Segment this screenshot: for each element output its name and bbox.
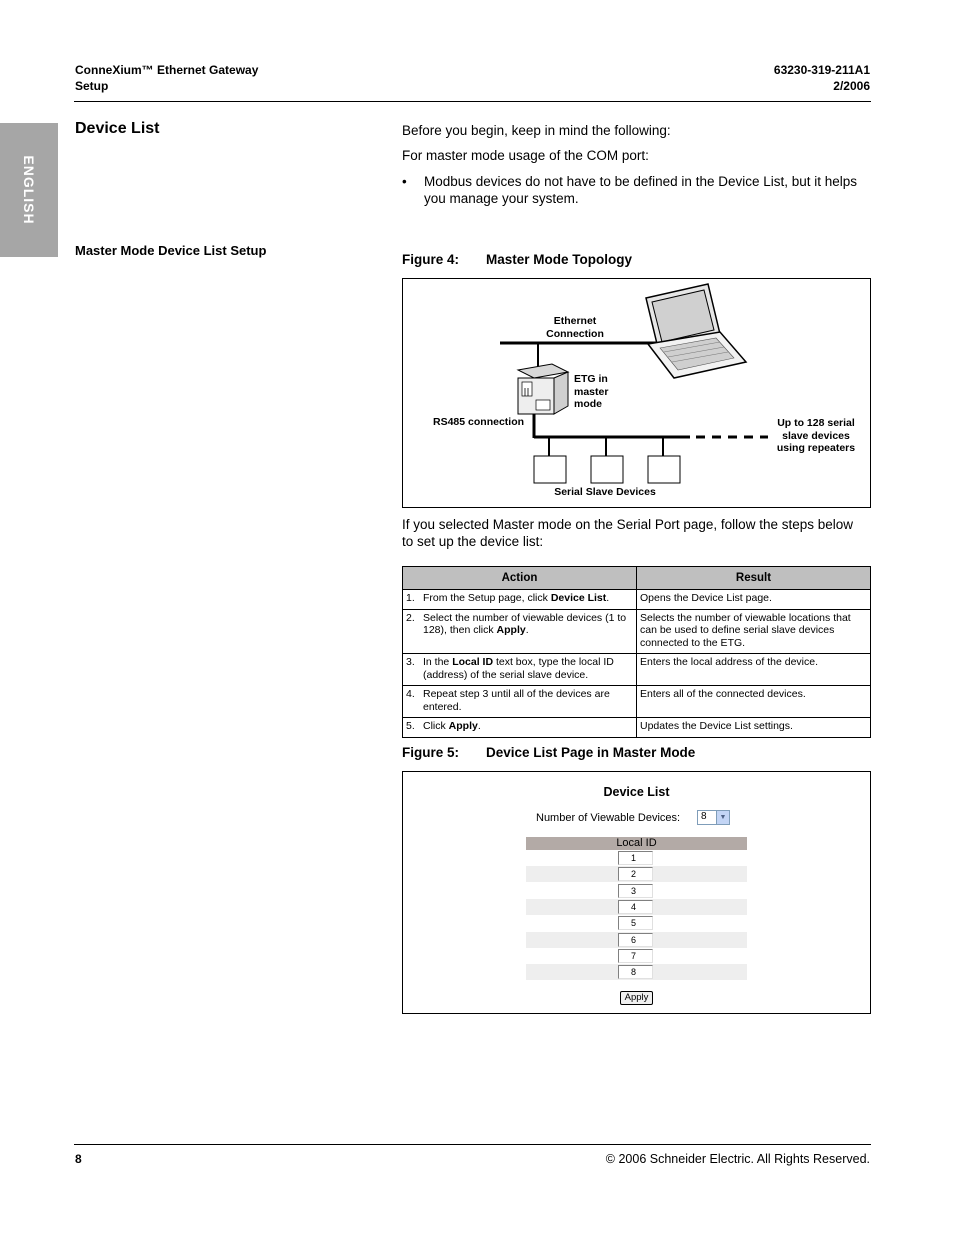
action-cell <box>403 654 637 686</box>
section-title: Device List <box>75 120 160 137</box>
slave-device-2 <box>591 456 623 483</box>
header-section: Setup <box>75 79 109 93</box>
step-number: 5. <box>406 720 415 732</box>
result-cell: Updates the Device List settings. <box>637 718 871 738</box>
result-cell: Enters the local address of the device. <box>637 654 871 686</box>
figure5-title: Device List Page in Master Mode <box>486 745 696 760</box>
table-row <box>403 609 871 654</box>
header-date: 2/2006 <box>833 79 870 93</box>
footer-rule <box>74 1144 871 1145</box>
local-id-input[interactable]: 1 <box>618 851 653 865</box>
language-tab-label: ENGLISH <box>21 155 37 225</box>
step-number: 3. <box>406 656 415 668</box>
page-number: 8 <box>75 1152 82 1166</box>
viewable-devices-value: 8 <box>701 811 707 822</box>
local-id-row <box>526 850 747 866</box>
result-cell: Opens the Device List page. <box>637 590 871 610</box>
local-id-input[interactable]: 4 <box>618 900 653 914</box>
step-number: 4. <box>406 688 415 700</box>
figure5-number: Figure 5: <box>402 745 460 760</box>
laptop-icon <box>646 284 746 378</box>
local-id-input[interactable]: 3 <box>618 884 653 898</box>
intro-line-1: Before you begin, keep in mind the following: <box>402 123 671 138</box>
step-number: 1. <box>406 592 415 604</box>
viewable-devices-label: Number of Viewable Devices: <box>536 812 681 824</box>
result-cell: Enters all of the connected devices. <box>637 686 871 718</box>
para2-line-1: If you selected Master mode on the Serial Port page, follow the steps below <box>402 517 853 532</box>
step-number: 2. <box>406 611 415 624</box>
figure4-number: Figure 4: <box>402 252 460 267</box>
table-row <box>403 718 871 738</box>
slave-device-3 <box>648 456 680 483</box>
para2-line-2: to set up the device list: <box>402 534 544 549</box>
etg-device-icon <box>518 364 568 414</box>
step-action: Click Apply. <box>423 720 481 732</box>
step-action: From the Setup page, click Device List. <box>423 592 610 604</box>
apply-button[interactable]: Apply <box>620 991 653 1005</box>
action-cell <box>403 686 637 718</box>
intro-line-2: For master mode usage of the COM port: <box>402 148 649 163</box>
bullet-dot: • <box>402 174 407 189</box>
local-id-input[interactable]: 5 <box>618 916 653 930</box>
bullet-line-1: Modbus devices do not have to be defined in the Device List, but it helps <box>424 174 858 189</box>
step-action: Select the number of viewable devices (1 to 128), then click Apply. <box>423 611 627 636</box>
step-action: In the Local ID text box, type the local ID (address) of the serial slave device. <box>423 656 614 681</box>
local-id-row <box>526 883 747 899</box>
local-id-row <box>526 932 747 948</box>
figure4-title: Master Mode Topology <box>486 252 633 267</box>
language-tab <box>0 123 58 257</box>
viewable-devices-select[interactable] <box>697 810 730 825</box>
action-cell <box>403 590 637 610</box>
local-id-row <box>526 948 747 964</box>
steps-table <box>402 566 871 738</box>
local-id-row <box>526 915 747 931</box>
local-id-input[interactable]: 2 <box>618 867 653 881</box>
step-action: Repeat step 3 until all of the devices are entered. <box>423 688 610 713</box>
local-id-input[interactable]: 7 <box>618 949 653 963</box>
table-row <box>403 590 871 610</box>
device-list-title: Device List <box>603 785 670 799</box>
ethernet-label: Ethernet Connection <box>546 315 604 340</box>
header-product-name: ConneXium™ Ethernet Gateway <box>75 63 259 77</box>
local-id-input[interactable]: 6 <box>618 933 653 947</box>
chevron-down-icon[interactable]: ▼ <box>716 811 729 824</box>
local-id-header: Local ID <box>526 837 747 850</box>
local-id-row <box>526 899 747 915</box>
subsection-title: Master Mode Device List Setup <box>75 243 267 258</box>
result-cell: Selects the number of viewable locations that can be used to define serial slave devices connected to the ETG. <box>637 609 871 654</box>
repeaters-label: Up to 128 serial slave devices using repeaters <box>776 417 856 454</box>
local-id-row <box>526 964 747 980</box>
action-cell <box>403 609 637 654</box>
local-id-row <box>526 866 747 882</box>
table-row <box>403 654 871 686</box>
header-rule <box>74 101 871 102</box>
rs485-label: RS485 connection <box>433 416 525 428</box>
topology-diagram <box>402 278 871 508</box>
action-cell <box>403 718 637 738</box>
bullet-line-2: you manage your system. <box>424 191 579 206</box>
etg-label: ETG in master mode <box>574 373 609 410</box>
copyright: © 2006 Schneider Electric. All Rights Reserved. <box>605 1152 870 1166</box>
col-header-action: Action <box>403 567 637 590</box>
steps-table-header <box>403 567 871 590</box>
table-row <box>403 686 871 718</box>
serial-slaves-label: Serial Slave Devices <box>554 486 656 498</box>
local-id-input[interactable]: 8 <box>618 965 653 979</box>
header-doc-number: 63230-319-211A1 <box>773 63 870 77</box>
slave-device-1 <box>534 456 566 483</box>
col-header-result: Result <box>637 567 871 590</box>
